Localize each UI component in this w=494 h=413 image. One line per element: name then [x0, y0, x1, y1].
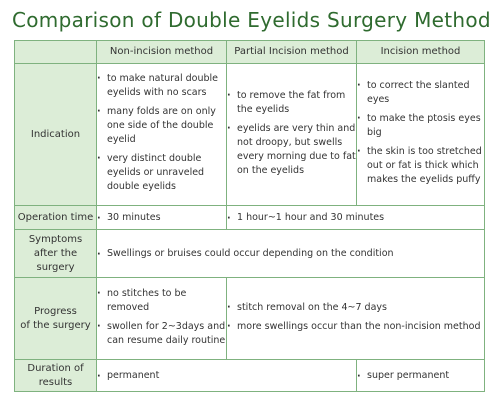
row-progress [15, 278, 485, 360]
row-label-duration-line: Duration of [27, 362, 84, 374]
duration-non-partial [97, 360, 357, 392]
progress-non-incision [97, 278, 227, 360]
row-label-symptoms-line: Symptoms [28, 233, 83, 245]
operation-time-partial-incision [227, 206, 485, 230]
indication-partial-incision [227, 64, 357, 206]
symptoms-all-methods [97, 230, 485, 278]
progress-partial-incision [227, 278, 485, 360]
row-label-duration-line: results [38, 376, 73, 388]
operation-time-non-incision-text: · 30 minutes [97, 212, 161, 223]
symptoms-text: · Swellings or bruises could occur depending on the condition [97, 248, 394, 259]
operation-time-partial-text: · 1 hour~1 hour and 30 minutes [227, 212, 384, 223]
indication-non-incision [97, 64, 227, 206]
row-label-progress-line: of the surgery [20, 319, 91, 331]
duration-non-partial-text: · permanent [97, 370, 159, 381]
indication-partial-item: · eyelids are very thin and not droopy, but swells every morning due to fat on the eyelids [227, 122, 356, 178]
progress-non-incision-item: · swollen for 2~3days and can resume daily routine [97, 320, 226, 348]
row-label-operation-time: Operation time [15, 206, 97, 230]
progress-non-incision-item: · no stitches to be removed [97, 287, 226, 315]
header-corner [15, 41, 97, 64]
indication-partial-item: · to remove the fat from the eyelids [227, 89, 356, 117]
duration-incision-text: · super permanent [357, 370, 449, 381]
row-label-duration [15, 360, 97, 392]
comparison-table [14, 40, 485, 392]
progress-partial-item: · more swellings occur than the non-incision method [227, 320, 484, 334]
page-title: Comparison of Double Eyelids Surgery Method [12, 8, 491, 32]
header-non-incision: Non-incision method [97, 41, 227, 64]
row-label-progress [15, 278, 97, 360]
row-label-symptoms [15, 230, 97, 278]
row-indication [15, 64, 485, 206]
header-row [15, 41, 485, 64]
row-duration [15, 360, 485, 392]
header-partial-incision: Partial Incision method [227, 41, 357, 64]
row-label-progress-line: Progress [34, 305, 77, 317]
row-symptoms [15, 230, 485, 278]
row-label-symptoms-line: after the [33, 247, 78, 259]
indication-non-incision-item: · many folds are on only one side of the double eyelid [97, 105, 226, 147]
indication-non-incision-item: · to make natural double eyelids with no scars [97, 72, 226, 100]
operation-time-non-incision [97, 206, 227, 230]
header-incision: Incision method [357, 41, 485, 64]
indication-incision [357, 64, 485, 206]
indication-incision-item: · to make the ptosis eyes big [357, 112, 484, 140]
duration-incision [357, 360, 485, 392]
indication-non-incision-item: · very distinct double eyelids or unraveled double eyelids [97, 152, 226, 194]
row-operation-time [15, 206, 485, 230]
row-label-indication: Indication [15, 64, 97, 206]
indication-incision-item: · the skin is too stretched out or fat is thick which makes the eyelids puffy [357, 145, 484, 187]
indication-incision-item: · to correct the slanted eyes [357, 79, 484, 107]
row-label-symptoms-line: surgery [36, 261, 75, 273]
progress-partial-item: · stitch removal on the 4~7 days [227, 301, 484, 315]
